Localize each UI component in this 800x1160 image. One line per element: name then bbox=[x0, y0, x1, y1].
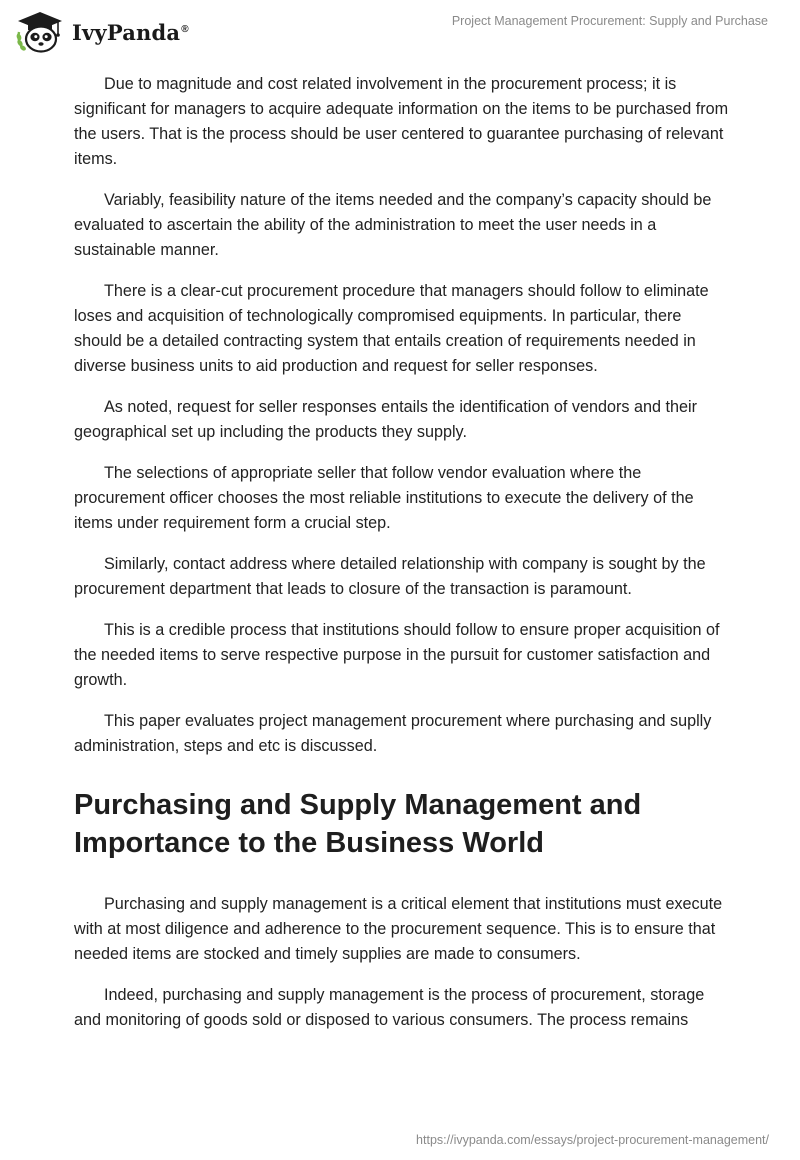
section-heading: Purchasing and Supply Management and Importance to the Business World bbox=[74, 789, 642, 859]
brand-logo[interactable] bbox=[14, 10, 189, 54]
registered-mark: ® bbox=[181, 23, 189, 35]
essay-content bbox=[74, 72, 729, 1049]
paragraph: Similarly, contact address where detailed relationship with company is sought by the procurement department that leads to closure of the transaction is paramount. bbox=[74, 555, 706, 598]
paragraph: Purchasing and supply management is a critical element that institutions must execute with at most diligence and adherence to the procurement sequence. This is to ensure that needed items are stocked and timely supplies are made to consumers. bbox=[74, 895, 723, 963]
paragraph: Due to magnitude and cost related involvement in the procurement process; it is significant for managers to acquire adequate information on the items to be purchased from the users. That is the process should be user centered to guarantee purchasing of relevant items. bbox=[74, 75, 729, 168]
source-url[interactable]: https://ivypanda.com/essays/project-procurement-management/ bbox=[416, 1133, 769, 1147]
paragraph: Variably, feasibility nature of the items needed and the company’s capacity should be evaluated to ascertain the ability of the administration to meet the user needs in a sustainable manner. bbox=[74, 191, 712, 259]
document-title: Project Management Procurement: Supply and Purchase bbox=[451, 14, 768, 28]
paragraph: The selections of appropriate seller that follow vendor evaluation where the procurement officer chooses the most reliable institutions to execute the delivery of the items under requirement form a crucial step. bbox=[74, 464, 694, 532]
paragraph: Indeed, purchasing and supply management is the process of procurement, storage and monitoring of goods sold or disposed to various consumers. The process remains bbox=[74, 986, 705, 1029]
page-header bbox=[0, 0, 800, 64]
paragraph: This paper evaluates project management procurement where purchasing and suplly administration, steps and etc is discussed. bbox=[74, 712, 712, 755]
brand-name: IvyPanda® bbox=[72, 19, 189, 45]
paragraph: This is a credible process that institutions should follow to ensure proper acquisition of the needed items to serve respective purpose in the pursuit for customer satisfaction and growth. bbox=[74, 621, 720, 689]
paragraph: As noted, request for seller responses entails the identification of vendors and their geographical set up including the products they supply. bbox=[74, 398, 697, 441]
panda-graduate-icon bbox=[14, 10, 66, 54]
paragraph: There is a clear-cut procurement procedure that managers should follow to eliminate loses and acquisition of technologically compromised equipments. In particular, there should be a detailed contracting system that entails creation of requirements needed in diverse business units to aid production and request for seller responses. bbox=[74, 282, 709, 375]
